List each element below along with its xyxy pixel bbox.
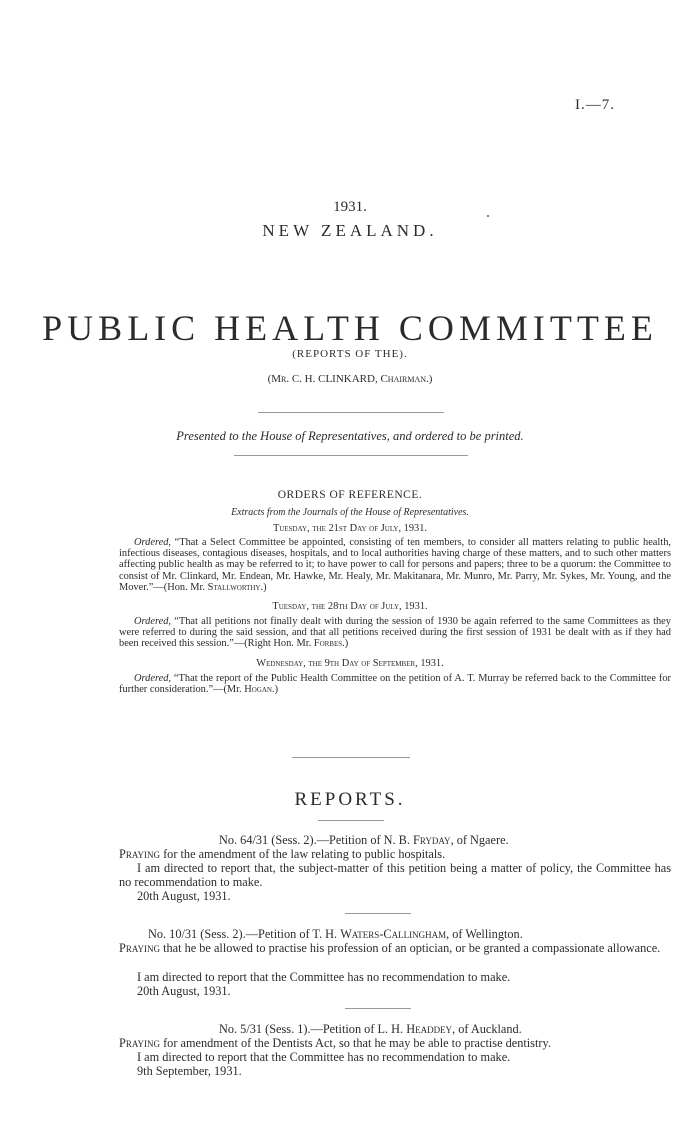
report-date: 9th September, 1931. bbox=[137, 1064, 242, 1078]
order-date: Wednesday, the 9th Day of September, 1931. bbox=[256, 658, 444, 669]
order-close: .) bbox=[260, 581, 267, 593]
ordered-word: Ordered, bbox=[134, 673, 172, 684]
order-date: Tuesday, the 28th Day of July, 1931. bbox=[272, 601, 428, 612]
praying-word: Praying bbox=[119, 1036, 161, 1050]
country: NEW ZEALAND. bbox=[262, 221, 438, 240]
divider bbox=[234, 455, 468, 456]
report-heading bbox=[219, 1022, 522, 1036]
praying-text: that he be allowed to practise his profession of an optician, or be granted a compassionate allowance. bbox=[160, 941, 661, 955]
praying-line bbox=[119, 1036, 671, 1050]
report-heading bbox=[219, 833, 509, 847]
order-mover: Hogan bbox=[244, 684, 272, 696]
report-text: I am directed to report that, the subject-matter of this petition being a matter of policy, the Committee has no recommendation to make. bbox=[119, 861, 671, 890]
report-number: No. 64/31 (Sess. 2).—Petition of N. B. bbox=[219, 833, 414, 847]
divider bbox=[345, 1008, 411, 1009]
document-title: PUBLIC HEALTH COMMITTEE bbox=[42, 308, 658, 348]
praying-text: for amendment of the Dentists Act, so that he may be able to practise dentistry. bbox=[160, 1036, 551, 1050]
report-text: I am directed to report that the Committee has no recommendation to make. bbox=[137, 1050, 511, 1064]
divider bbox=[258, 412, 444, 413]
extracts-line: Extracts from the Journals of the House of Representatives. bbox=[231, 507, 469, 518]
petitioner-place: , of Auckland. bbox=[452, 1022, 522, 1036]
order-text: “That a Select Committee be appointed, consisting of ten members, to consider all matters relating to public health, infectious diseases, contagious diseases, hospitals, and to local authorities having charge of these matters, and to such other matters affecting public health as may be referred to it; to have power to call for persons and papers; three to be a quorum: the Committee to consist of Mr. Clinkard, Mr. Endean, Mr. Hawke, Mr. Healy, Mr. Makitanara, Mr. Munro, Mr. Parry, Mr. Sykes, Mr. Young, and the Mover.”—(Hon. Mr. bbox=[119, 537, 671, 593]
praying-word: Praying bbox=[119, 941, 161, 955]
report-number: No. 5/31 (Sess. 1).—Petition of L. H. bbox=[219, 1022, 407, 1036]
page-code: I.—7. bbox=[575, 97, 615, 113]
praying-word: Praying bbox=[119, 847, 161, 861]
praying-text: for the amendment of the law relating to public hospitals. bbox=[160, 847, 446, 861]
praying-line bbox=[119, 847, 671, 861]
year: 1931. bbox=[333, 199, 367, 215]
order-text: “That all petitions not finally dealt with during the session of 1930 be again referred to the same Committees as they were referred to during the said session, and that all petitions received during the first session of 1931 be dealt with as if they had been received this session.”—(Right Hon. Mr. bbox=[119, 616, 671, 650]
praying-line bbox=[119, 941, 671, 955]
chairman-line: (Mr. C. H. CLINKARD, Chairman.) bbox=[267, 373, 433, 385]
presented-line: Presented to the House of Representatives, and ordered to be printed. bbox=[176, 429, 524, 443]
order-paragraph bbox=[119, 673, 671, 695]
orders-heading: ORDERS OF REFERENCE. bbox=[277, 489, 423, 501]
petitioner-place: , of Ngaere. bbox=[450, 833, 509, 847]
order-mover: Forbes bbox=[313, 638, 343, 650]
order-mover: Stallworthy bbox=[207, 581, 261, 593]
reports-heading: REPORTS. bbox=[294, 789, 406, 810]
divider bbox=[345, 913, 411, 914]
report-heading bbox=[148, 927, 523, 941]
stray-mark bbox=[487, 215, 489, 217]
ordered-word: Ordered, bbox=[134, 537, 172, 548]
order-date: Tuesday, the 21st Day of July, 1931. bbox=[272, 523, 428, 534]
petitioner-place: , of Wellington. bbox=[446, 927, 523, 941]
order-text: “That the report of the Public Health Committee on the petition of A. T. Murray be referred back to the Committee for further consideration.”—(Mr. bbox=[119, 673, 671, 696]
divider bbox=[318, 820, 384, 821]
order-close: .) bbox=[342, 638, 349, 650]
ordered-word: Ordered, bbox=[134, 616, 172, 627]
order-close: .) bbox=[271, 684, 279, 696]
report-text: I am directed to report that the Committee has no recommendation to make. bbox=[137, 970, 511, 984]
order-paragraph bbox=[119, 537, 671, 593]
order-paragraph bbox=[119, 616, 671, 650]
document-subtitle: (REPORTS OF THE). bbox=[292, 348, 408, 360]
report-number: No. 10/31 (Sess. 2).—Petition of T. H. bbox=[148, 927, 341, 941]
petitioner-name: Waters-Callingham bbox=[340, 927, 447, 941]
report-date: 20th August, 1931. bbox=[137, 984, 231, 998]
petitioner-name: Fryday bbox=[413, 833, 451, 847]
divider bbox=[292, 757, 410, 758]
petitioner-name: Headdey bbox=[406, 1022, 453, 1036]
report-date: 20th August, 1931. bbox=[137, 889, 231, 903]
